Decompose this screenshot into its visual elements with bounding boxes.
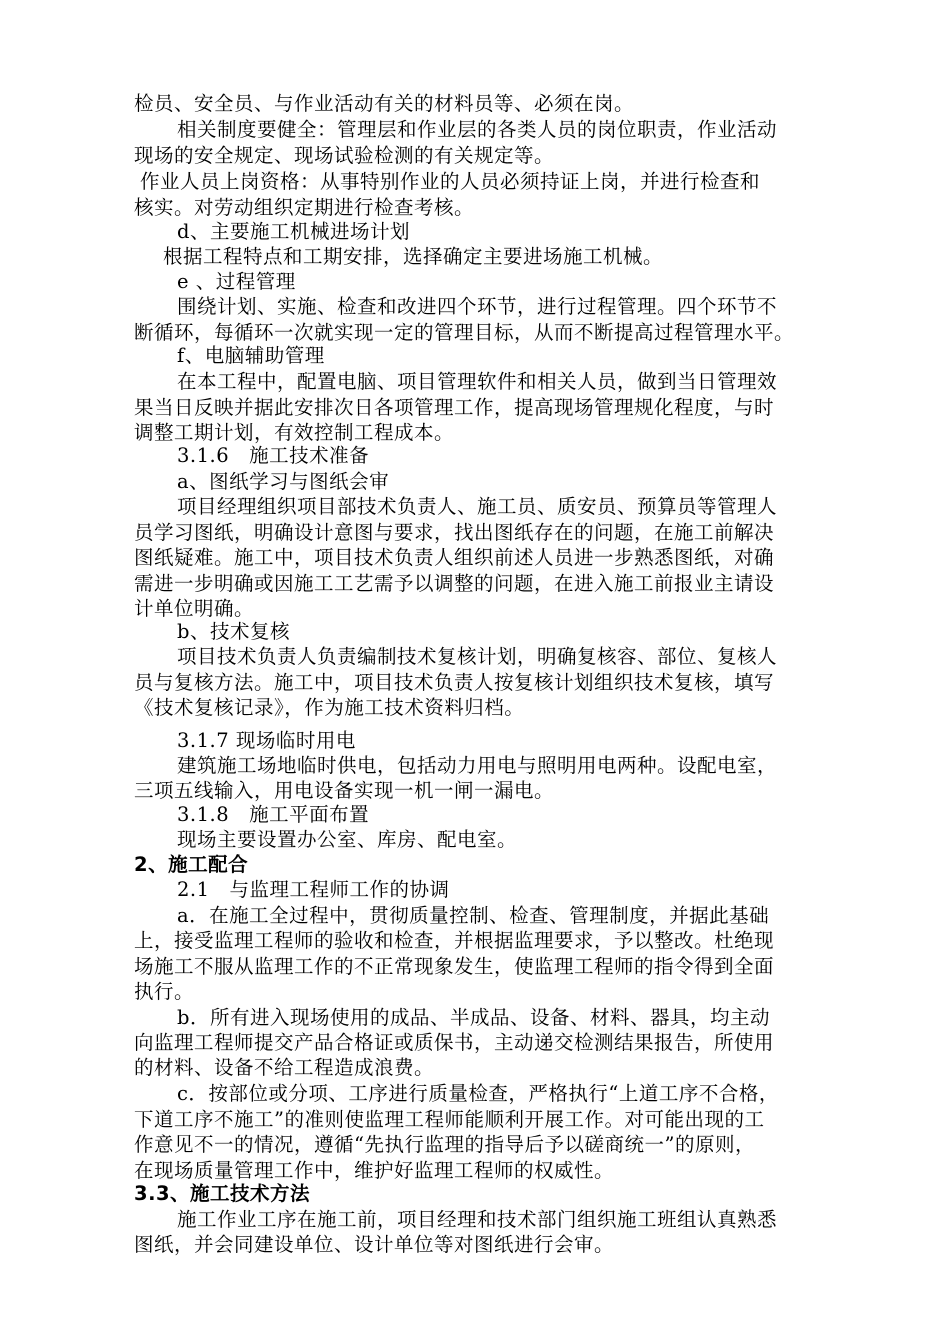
text-line: 项目技术负责人负责编制技术复核计划，明确复核容、部位、复核人: [177, 645, 778, 668]
text-line: 员与复核方法。施工中，项目技术负责人按复核计划组织技术复核，填写: [134, 671, 775, 694]
text-line: 施工作业工序在施工前，项目经理和技术部门组织施工班组认真熟悉: [177, 1208, 778, 1231]
text-line: 作业人员上岗资格：从事特别作业的人员必须持证上岗，并进行检查和: [140, 170, 761, 193]
section-heading: d、主要施工机械进场计划: [177, 220, 410, 243]
chapter-heading: 3.3、施工技术方法: [134, 1182, 311, 1205]
section-heading: b、技术复核: [177, 620, 290, 643]
text-line: 场施工不服从监理工作的不正常现象发生，使监理工程师的指令得到全面: [134, 955, 775, 978]
text-line: 调整工期计划，有效控制工程成本。: [134, 421, 455, 444]
text-line: 根据工程特点和工期安排，选择确定主要进场施工机械。: [163, 245, 664, 268]
text-line: 建筑施工场地临时供电，包括动力用电与照明用电两种。设配电室，: [177, 754, 778, 777]
text-line: 向监理工程师提交产品合格证或质保书，主动递交检测结果报告，所使用: [134, 1031, 775, 1054]
section-heading: 3.1.7 现场临时用电: [177, 729, 356, 752]
text-line: 断循环，每循环一次就实现一定的管理目标，从而不断提高过程管理水平。: [134, 321, 795, 344]
text-line: 项目经理组织项目部技术负责人、施工员、质安员、预算员等管理人: [177, 495, 778, 518]
text-line: 果当日反映并据此安排次日各项管理工作，提高现场管理规化程度，与时: [134, 396, 775, 419]
text-line: 的材料、设备不给工程造成浪费。: [134, 1056, 435, 1079]
text-line: 在本工程中，配置电脑、项目管理软件和相关人员，做到当日管理效: [177, 370, 778, 393]
text-line: 围绕计划、实施、检查和改进四个环节，进行过程管理。四个环节不: [177, 295, 778, 318]
text-line: c．按部位或分项、工序进行质量检查，严格执行“上道工序不合格，: [177, 1082, 779, 1105]
text-line: 图纸，并会同建设单位、设计单位等对图纸进行会审。: [134, 1233, 615, 1256]
text-line: 下道工序不施工”的准则使监理工程师能顺利开展工作。对可能出现的工: [134, 1108, 765, 1131]
section-heading: 3.1.8 施工平面布置: [177, 803, 370, 826]
text-line: 现场主要设置办公室、库房、配电室。: [177, 828, 518, 851]
section-heading: e 、过程管理: [177, 270, 296, 293]
section-heading: 3.1.6 施工技术准备: [177, 444, 370, 467]
text-line: 相关制度要健全：管理层和作业层的各类人员的岗位职责，作业活动: [177, 118, 778, 141]
text-line: 现场的安全规定、现场试验检测的有关规定等。: [134, 144, 555, 167]
chapter-heading: 2、施工配合: [134, 853, 249, 876]
text-line: 在现场质量管理工作中，维护好监理工程师的权威性。: [134, 1159, 615, 1182]
text-line: 《技术复核记录》，作为施工技术资料归档。: [134, 696, 525, 719]
text-line: a．在施工全过程中，贯彻质量控制、检查、管理制度，并据此基础: [177, 904, 770, 927]
text-line: 作意见不一的情况，遵循“先执行监理的指导后予以磋商统一”的原则，: [134, 1133, 755, 1156]
text-line: b．所有进入现场使用的成品、半成品、设备、材料、器具，均主动: [177, 1006, 770, 1029]
text-line: 核实。对劳动组织定期进行检查考核。: [134, 196, 475, 219]
text-line: 图纸疑难。施工中，项目技术负责人组织前述人员进一步熟悉图纸，对确: [134, 546, 775, 569]
section-heading: f、电脑辅助管理: [177, 344, 325, 367]
text-line: 需进一步明确或因施工工艺需予以调整的问题，在进入施工前报业主请设: [134, 572, 775, 595]
section-heading: 2.1 与监理工程师工作的协调: [177, 878, 450, 901]
text-line: 计单位明确。: [134, 597, 255, 620]
text-line: 执行。: [134, 980, 195, 1003]
text-line: 上，接受监理工程师的验收和检查，并根据监理要求，予以整改。杜绝现: [134, 929, 775, 952]
section-heading: a、图纸学习与图纸会审: [177, 470, 390, 493]
text-line: 员学习图纸，明确设计意图与要求，找出图纸存在的问题，在施工前解决: [134, 521, 775, 544]
text-line: 三项五线输入，用电设备实现一机一闸一漏电。: [134, 779, 555, 802]
text-line: 检员、安全员、与作业活动有关的材料员等、必须在岗。: [134, 92, 635, 115]
